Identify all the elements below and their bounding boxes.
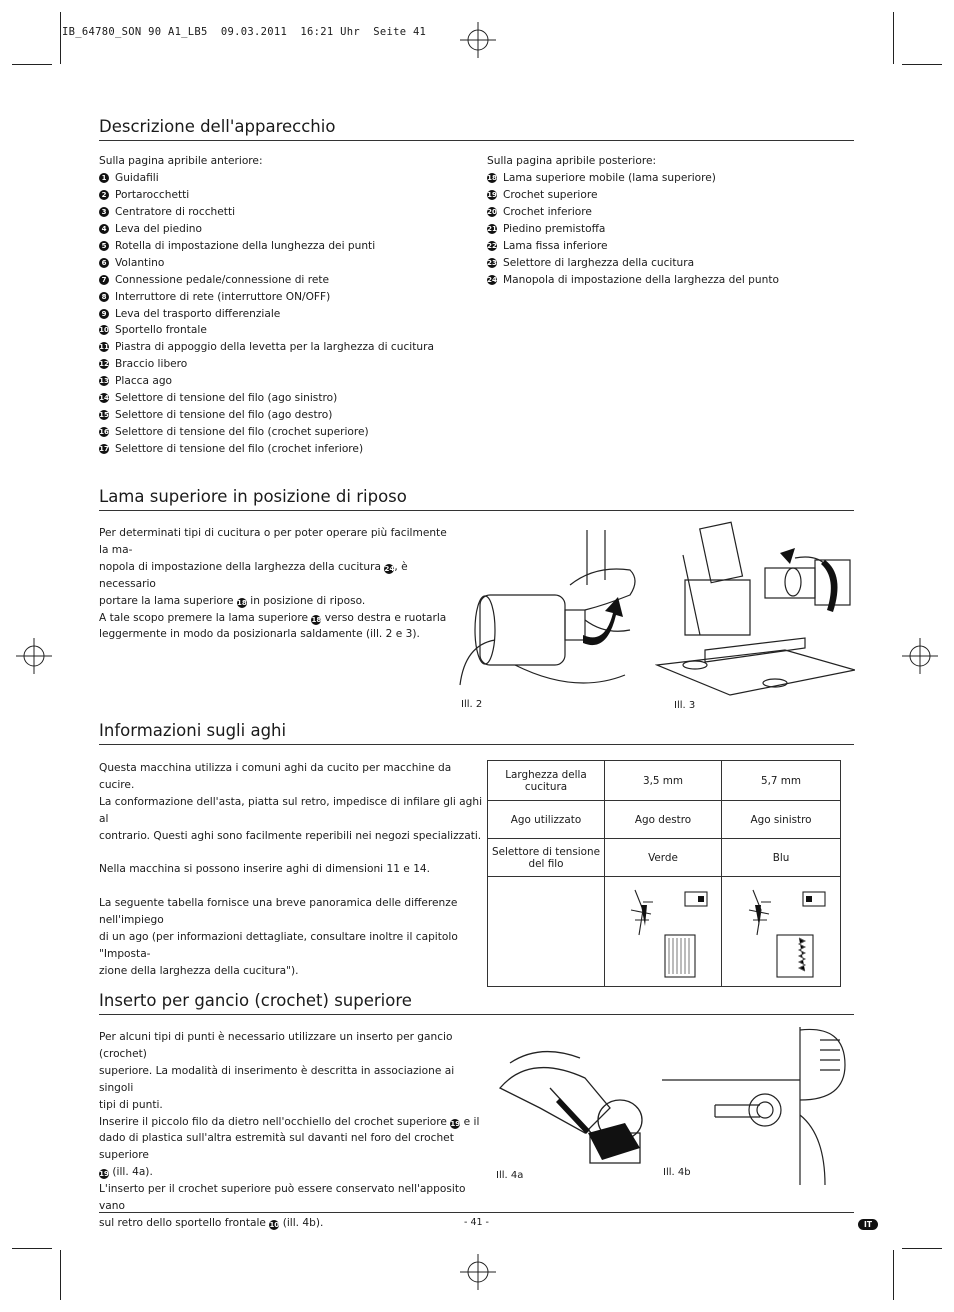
text-line: contrario. Questi aghi sono facilmente reperibili nei negozi specializzati. — [99, 829, 482, 842]
text-line: portare la lama superiore 18 in posizione di riposo. — [99, 594, 366, 607]
crop-mark — [902, 1248, 942, 1249]
table-cell: Larghezza della cucitura — [488, 761, 605, 801]
part-number-badge: 5 — [99, 241, 109, 251]
list-item — [487, 187, 779, 204]
part-number-badge: 23 — [487, 258, 497, 267]
table-cell: 5,7 mm — [722, 761, 841, 801]
section-rule — [99, 744, 854, 745]
list-item — [487, 221, 779, 238]
text-line: nopola di impostazione della larghezza della cucitura 24, è necessario — [99, 560, 408, 590]
table-cell: Blu — [722, 839, 841, 877]
table-row — [488, 761, 841, 801]
text-line: Questa macchina utilizza i comuni aghi da cucito per macchine da cucire. — [99, 762, 452, 791]
crop-mark — [60, 1250, 61, 1300]
page-number: - 41 - — [464, 1217, 489, 1228]
list-item — [99, 373, 434, 390]
text-line: La seguente tabella fornisce una breve panoramica delle differenze nell'impiego — [99, 897, 458, 927]
part-label: Portarocchetti — [115, 189, 190, 202]
section-title-description: Descrizione dell'apparecchio — [99, 117, 336, 136]
part-label: Centratore di rocchetti — [115, 206, 236, 219]
part-label: Lama superiore mobile (lama superiore) — [503, 172, 716, 185]
table-cell: Ago utilizzato — [488, 801, 605, 839]
list-item — [99, 170, 434, 187]
section-title-blade-rest: Lama superiore in posizione di riposo — [99, 487, 407, 506]
part-number-badge: 19 — [487, 191, 497, 200]
part-number-badge: 10 — [99, 326, 109, 335]
text-line: dado di plastica sull'altra estremità sul davanti nel foro del crochet superiore — [99, 1132, 454, 1162]
list-item — [99, 238, 434, 255]
part-label: Rotella di impostazione della lunghezza dei punti — [115, 240, 376, 252]
table-cell: 3,5 mm — [605, 761, 722, 801]
caption-ill3: Ill. 3 — [674, 700, 696, 711]
part-label: Braccio libero — [115, 358, 188, 371]
text-line: Per alcuni tipi di punti è necessario utilizzare un inserto per gancio (crochet) — [99, 1031, 453, 1060]
part-label: Sportello frontale — [115, 324, 207, 337]
illustration-4a-hook-insert — [490, 1038, 650, 1168]
part-number-badge: 8 — [99, 292, 109, 302]
caption-ill4a: Ill. 4a — [496, 1170, 524, 1181]
table-cell — [488, 877, 605, 987]
part-number-badge: 16 — [99, 427, 109, 436]
registration-mark-icon — [16, 638, 52, 674]
blade-rest-text — [99, 525, 459, 643]
part-number-badge: 3 — [99, 207, 109, 217]
part-label: Piedino premistoffa — [503, 223, 606, 236]
registration-mark-icon — [460, 1254, 496, 1290]
section-rule — [99, 140, 854, 141]
part-number-badge: 10 — [269, 1220, 280, 1229]
illustration-3-blade-rest — [655, 520, 855, 705]
text-line: Nella macchina si possono inserire aghi di dimensioni 11 e 14. — [99, 863, 431, 876]
needle-diagram-left-icon — [731, 880, 831, 980]
text-line: sul retro dello sportello frontale 10 (ill. 4b). — [99, 1216, 324, 1229]
print-header: IB_64780_SON 90 A1_LB5 09.03.2011 16:21 Uhr Seite 41 — [62, 26, 427, 38]
text-line: Inserire il piccolo filo da dietro nell'occhiello del crochet superiore 19 e il — [99, 1115, 480, 1128]
list-item — [99, 423, 434, 440]
part-label: Selettore di tensione del filo (ago destro) — [115, 408, 333, 421]
hook-insert-text — [99, 1029, 484, 1232]
list-item — [487, 271, 779, 288]
footer-rule — [99, 1212, 854, 1213]
crop-mark — [12, 64, 52, 65]
text-line: zione della larghezza della cucitura"). — [99, 964, 299, 977]
caption-ill4b: Ill. 4b — [663, 1167, 691, 1178]
needle-table — [487, 760, 841, 987]
text-line: tipi di punti. — [99, 1098, 163, 1111]
needles-text — [99, 760, 484, 980]
part-label: Placca ago — [115, 375, 173, 388]
part-number-badge: 13 — [99, 377, 109, 386]
table-cell: Selettore di tensione del filo — [488, 839, 605, 877]
list-item — [99, 187, 434, 204]
part-label: Leva del piedino — [115, 223, 202, 236]
part-number-badge: 4 — [99, 224, 109, 234]
part-number-badge: 24 — [384, 564, 395, 573]
table-cell: Verde — [605, 839, 722, 877]
list-item — [99, 221, 434, 238]
list-item — [99, 254, 434, 271]
part-label: Leva del trasporto differenziale — [115, 307, 281, 320]
part-label: Manopola di impostazione della larghezza del punto — [503, 273, 779, 286]
section-rule — [99, 1014, 854, 1015]
part-label: Interruttore di rete (interruttore ON/OFF) — [115, 290, 331, 303]
part-label: Selettore di larghezza della cucitura — [503, 256, 695, 269]
list-item — [99, 322, 434, 339]
part-number-badge: 24 — [487, 275, 497, 284]
part-number-badge: 18 — [237, 598, 247, 607]
list-item — [99, 204, 434, 221]
table-cell: Ago destro — [605, 801, 722, 839]
table-row — [488, 877, 841, 987]
language-badge: IT — [858, 1219, 878, 1230]
list-item — [99, 339, 434, 356]
table-row — [488, 801, 841, 839]
part-number-badge: 19 — [450, 1119, 461, 1128]
text-line: 19 (ill. 4a). — [99, 1166, 153, 1179]
crop-mark — [893, 1250, 894, 1300]
illustration-2-hand-blade — [455, 525, 655, 703]
part-number-badge: 6 — [99, 258, 109, 268]
part-number-badge: 15 — [99, 410, 109, 419]
illustration-4b-front-door-storage — [660, 1025, 855, 1185]
table-cell: Ago sinistro — [722, 801, 841, 839]
part-number-badge: 22 — [487, 242, 497, 250]
text-line: Per determinati tipi di cucitura o per poter operare più facilmente la ma- — [99, 527, 447, 556]
list-item — [487, 254, 779, 271]
section-title-hook-insert: Inserto per gancio (crochet) superiore — [99, 991, 412, 1010]
part-label: Selettore di tensione del filo (crochet inferiore) — [115, 442, 364, 455]
list-item — [99, 288, 434, 305]
part-number-badge: 18 — [311, 615, 322, 624]
registration-mark-icon — [460, 22, 496, 58]
caption-ill2: Ill. 2 — [461, 699, 483, 710]
part-number-badge: 14 — [99, 394, 109, 403]
part-number-badge: 17 — [99, 444, 109, 453]
crop-mark — [12, 1248, 52, 1249]
part-label: Selettore di tensione del filo (crochet superiore) — [115, 425, 369, 438]
crop-mark — [902, 64, 942, 65]
front-intro: Sulla pagina apribile anteriore: — [99, 155, 263, 167]
text-line: leggermente in modo da posizionarla saldamente (ill. 2 e 3). — [99, 628, 420, 641]
part-label: Lama fissa inferiore — [503, 240, 608, 252]
crop-mark — [893, 12, 894, 64]
front-parts-list — [99, 170, 434, 457]
list-item — [487, 204, 779, 221]
table-row — [488, 839, 841, 877]
part-label: Crochet inferiore — [503, 206, 592, 219]
part-number-badge: 1 — [99, 173, 109, 183]
part-label: Crochet superiore — [503, 189, 598, 202]
list-item — [99, 390, 434, 407]
part-number-badge: 19 — [99, 1170, 109, 1179]
list-item — [99, 356, 434, 373]
text-line: di un ago (per informazioni dettagliate, consultare inoltre il capitolo "Imposta- — [99, 931, 458, 960]
part-label: Connessione pedale/connessione di rete — [115, 273, 330, 286]
back-parts-list — [487, 170, 779, 288]
list-item — [487, 238, 779, 255]
part-number-badge: 2 — [99, 190, 109, 200]
text-line: La conformazione dell'asta, piatta sul retro, impedisce di infilare gli aghi al — [99, 795, 483, 825]
list-item — [487, 170, 779, 187]
list-item — [99, 440, 434, 457]
needle-diagram-right-icon — [613, 880, 713, 980]
section-rule — [99, 510, 854, 511]
part-number-badge: 18 — [487, 174, 497, 183]
text-line: L'inserto per il crochet superiore può essere conservato nell'apposito vano — [99, 1183, 466, 1213]
part-number-badge: 12 — [99, 360, 109, 369]
crop-mark — [60, 12, 61, 64]
part-number-badge: 21 — [487, 225, 497, 234]
registration-mark-icon — [902, 638, 938, 674]
part-number-badge: 9 — [99, 309, 109, 319]
table-cell — [605, 877, 722, 987]
part-label: Piastra di appoggio della levetta per la larghezza di cucitura — [115, 341, 434, 354]
part-number-badge: 7 — [99, 275, 109, 285]
text-line: A tale scopo premere la lama superiore 18 verso destra e ruotarla — [99, 611, 447, 624]
part-label: Guidafili — [115, 172, 159, 185]
part-number-badge: 20 — [487, 208, 497, 217]
part-label: Selettore di tensione del filo (ago sinistro) — [115, 392, 338, 405]
part-label: Volantino — [115, 256, 165, 269]
back-intro: Sulla pagina apribile posteriore: — [487, 155, 657, 167]
list-item — [99, 406, 434, 423]
text-line: superiore. La modalità di inserimento è descritta in associazione ai singoli — [99, 1064, 455, 1094]
list-item — [99, 271, 434, 288]
table-cell — [722, 877, 841, 987]
list-item — [99, 305, 434, 322]
section-title-needles: Informazioni sugli aghi — [99, 721, 287, 740]
part-number-badge: 11 — [99, 343, 109, 352]
